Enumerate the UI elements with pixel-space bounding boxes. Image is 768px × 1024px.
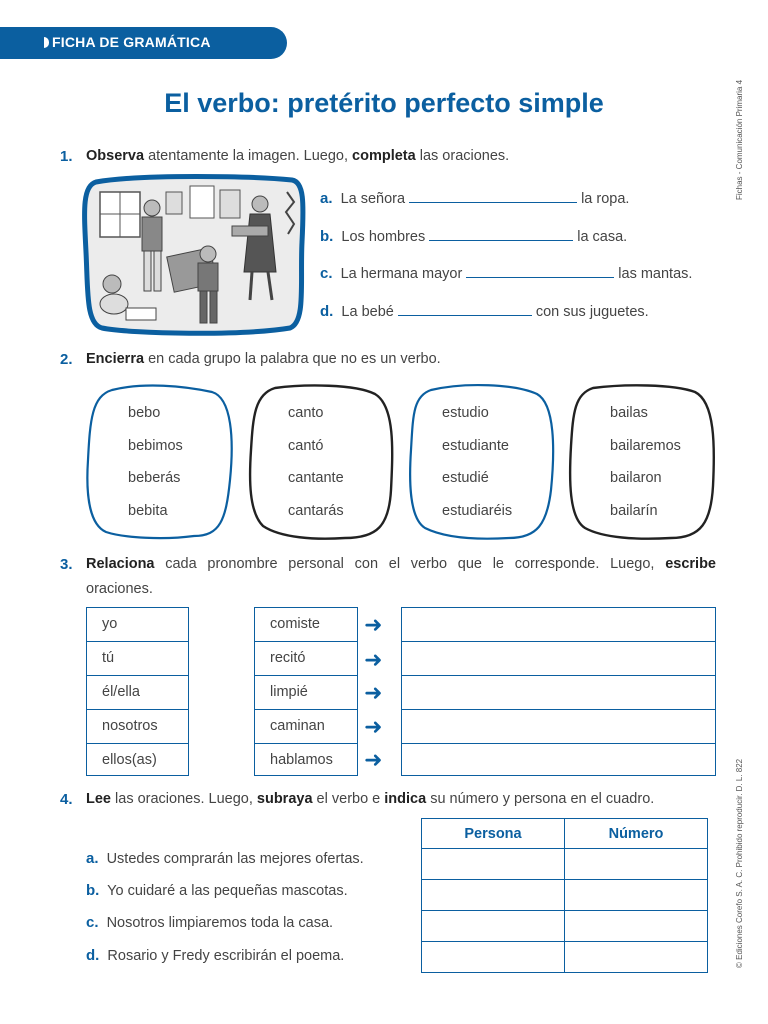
answer-blank[interactable] [429, 240, 573, 241]
verb-box[interactable]: hablamos [254, 743, 358, 776]
exercise1-instruction: Observa atentamente la imagen. Luego, completa las oraciones. [86, 148, 510, 164]
exercise2-instruction: Encierra en cada grupo la palabra que no es un verbo. [86, 351, 441, 367]
verb-box[interactable]: recitó [254, 641, 358, 676]
sentence-b: b. Los hombres la casa. [320, 228, 628, 245]
exercise2-number: 2. [60, 351, 73, 368]
pronoun-box[interactable]: tú [86, 641, 189, 676]
exercise1-number: 1. [60, 148, 73, 165]
page-title: El verbo: pretérito perfecto simple [164, 88, 604, 118]
sentence-d: d. La bebé con sus juguetes. [320, 303, 649, 320]
sentence-answer-box[interactable] [401, 607, 716, 642]
family-illustration [82, 172, 307, 336]
sentence-b: b. Yo cuidaré a las pequeñas mascotas. [86, 882, 348, 899]
word-option[interactable]: canto [288, 405, 324, 421]
sentence-answer-box[interactable] [401, 675, 716, 710]
answer-blank[interactable] [409, 202, 577, 203]
side-note-top: Fichas - Comunicación Primaria 4 [735, 79, 744, 200]
verb-box[interactable]: caminan [254, 709, 358, 744]
column-header-numero: Número [565, 819, 708, 849]
sentence-c: c. Nosotros limpiaremos toda la casa. [86, 914, 334, 931]
table-cell[interactable] [422, 849, 565, 880]
table-cell[interactable] [422, 942, 565, 973]
word-option[interactable]: bailarín [610, 503, 658, 519]
table-cell[interactable] [422, 880, 565, 911]
word-option[interactable]: bailas [610, 405, 648, 421]
sentence-answer-box[interactable] [401, 641, 716, 676]
word-option[interactable]: estudio [442, 405, 489, 421]
sentence-d: d. Rosario y Fredy escribirán el poema. [86, 947, 345, 964]
arrow-right-icon: ➜ [364, 612, 383, 637]
answer-blank[interactable] [466, 277, 614, 278]
word-option[interactable]: cantó [288, 438, 324, 454]
pronoun-box[interactable]: nosotros [86, 709, 189, 744]
exercise3-instruction: Relaciona cada pronombre personal con el verbo que le corresponde. Luego, escribe [86, 556, 716, 572]
word-option[interactable]: beberás [128, 470, 181, 486]
word-option[interactable]: bebita [128, 503, 168, 519]
exercise3-number: 3. [60, 556, 73, 573]
verb-box[interactable]: limpié [254, 675, 358, 710]
word-option[interactable]: cantarás [288, 503, 344, 519]
arrow-right-icon: ➜ [364, 714, 383, 739]
table-cell[interactable] [565, 849, 708, 880]
table-cell[interactable] [422, 911, 565, 942]
word-option[interactable]: bebo [128, 405, 161, 421]
word-option[interactable]: estudiaréis [442, 503, 513, 519]
exercise3-instruction-cont: oraciones. [86, 581, 153, 597]
person-number-table [421, 818, 708, 973]
word-option[interactable]: bailaremos [610, 438, 681, 454]
arrow-right-icon: ➜ [364, 647, 383, 672]
table-cell[interactable] [565, 880, 708, 911]
arrow-right-icon: ➜ [364, 747, 383, 772]
verb-box[interactable]: comiste [254, 607, 358, 642]
side-note-bottom: © Ediciones Corefo S. A. C. Prohibido reproducir. D. L. 822 [735, 758, 744, 968]
table-cell[interactable] [565, 942, 708, 973]
answer-blank[interactable] [398, 315, 532, 316]
table-cell[interactable] [565, 911, 708, 942]
word-option[interactable]: cantante [288, 470, 344, 486]
pronoun-box[interactable]: ellos(as) [86, 743, 189, 776]
sentence-c: c. La hermana mayor las mantas. [320, 265, 693, 282]
exercise4-number: 4. [60, 791, 73, 808]
sentence-a: a. Ustedes comprarán las mejores ofertas. [86, 850, 364, 867]
word-option[interactable]: estudié [442, 470, 489, 486]
pronoun-box[interactable]: yo [86, 607, 189, 642]
word-option[interactable]: estudiante [442, 438, 509, 454]
arrow-right-icon: ➜ [364, 680, 383, 705]
pronoun-box[interactable]: él/ella [86, 675, 189, 710]
word-option[interactable]: bailaron [610, 470, 662, 486]
word-option[interactable]: bebimos [128, 438, 183, 454]
sentence-answer-box[interactable] [401, 709, 716, 744]
sentence-a: a. La señora la ropa. [320, 190, 630, 207]
header-tab-label: FICHA DE GRAMÁTICA [52, 34, 211, 50]
column-header-persona: Persona [422, 819, 565, 849]
sentence-answer-box[interactable] [401, 743, 716, 776]
exercise4-instruction: Lee las oraciones. Luego, subraya el verbo e indica su número y persona en el cuadro. [86, 791, 655, 807]
